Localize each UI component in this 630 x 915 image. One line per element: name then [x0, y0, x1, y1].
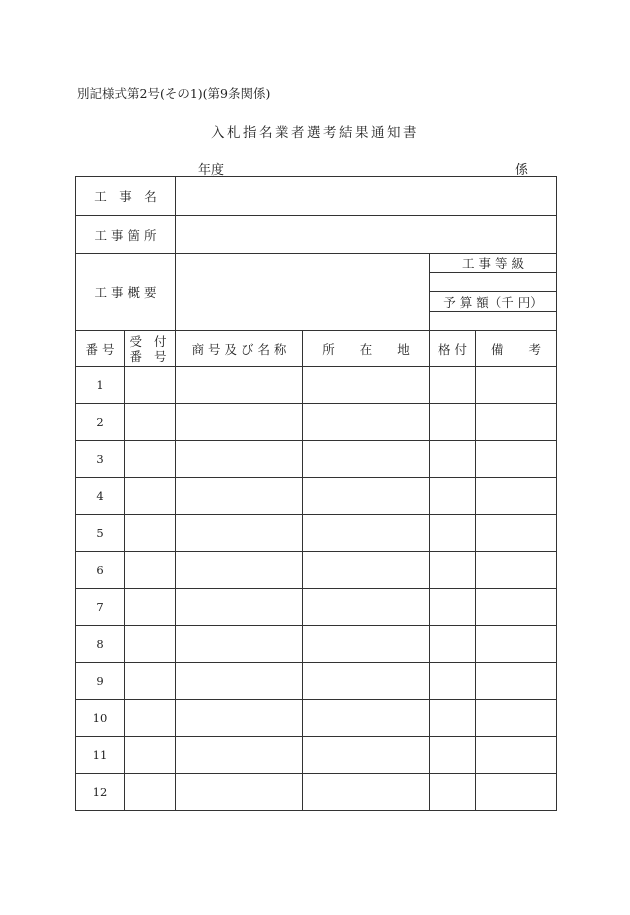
- receipt-number-cell[interactable]: [125, 589, 176, 626]
- row-number: 3: [76, 441, 125, 478]
- receipt-number-cell[interactable]: [125, 404, 176, 441]
- row-number: 9: [76, 663, 125, 700]
- row-number: 2: [76, 404, 125, 441]
- rating-cell[interactable]: [430, 478, 476, 515]
- table-row: [76, 441, 557, 478]
- table-row: [76, 700, 557, 737]
- project-name-label: 工 事 名: [76, 177, 176, 216]
- table-row: [76, 404, 557, 441]
- address-cell[interactable]: [303, 441, 430, 478]
- table-row: [76, 774, 557, 811]
- remarks-cell[interactable]: [476, 478, 557, 515]
- remarks-cell[interactable]: [476, 589, 557, 626]
- row-number: 1: [76, 367, 125, 404]
- remarks-cell[interactable]: [476, 515, 557, 552]
- selection-result-table: [75, 176, 557, 811]
- remarks-cell[interactable]: [476, 441, 557, 478]
- construction-grade-field[interactable]: [430, 273, 557, 292]
- receipt-number-cell[interactable]: [125, 515, 176, 552]
- table-row: [76, 626, 557, 663]
- address-cell[interactable]: [303, 774, 430, 811]
- remarks-cell[interactable]: [476, 663, 557, 700]
- receipt-number-cell[interactable]: [125, 737, 176, 774]
- budget-label: 予 算 額（千 円）: [430, 292, 557, 312]
- receipt-number-cell[interactable]: [125, 441, 176, 478]
- remarks-cell[interactable]: [476, 737, 557, 774]
- remarks-header: 備 考: [476, 331, 557, 367]
- project-overview-field[interactable]: [176, 254, 430, 331]
- receipt-number-cell[interactable]: [125, 552, 176, 589]
- row-number: 5: [76, 515, 125, 552]
- fiscal-year-label: 年度: [198, 163, 225, 178]
- receipt-number-cell[interactable]: [125, 367, 176, 404]
- receipt-number-header: 受 付 番 号: [125, 331, 176, 367]
- remarks-cell[interactable]: [476, 552, 557, 589]
- receipt-number-cell[interactable]: [125, 626, 176, 663]
- section-label: 係: [515, 163, 529, 178]
- address-cell[interactable]: [303, 552, 430, 589]
- company-name-cell[interactable]: [176, 552, 303, 589]
- table-row: [76, 663, 557, 700]
- rating-cell[interactable]: [430, 515, 476, 552]
- form-reference: 別記様式第2号(その1)(第9条関係): [77, 86, 271, 101]
- company-name-cell[interactable]: [176, 441, 303, 478]
- address-cell[interactable]: [303, 700, 430, 737]
- budget-field[interactable]: [430, 312, 557, 331]
- company-name-cell[interactable]: [176, 700, 303, 737]
- company-name-cell[interactable]: [176, 589, 303, 626]
- row-number: 11: [76, 737, 125, 774]
- project-name-field[interactable]: [176, 177, 557, 216]
- company-name-header: 商 号 及 び 名 称: [176, 331, 303, 367]
- table-row: [76, 367, 557, 404]
- receipt-number-cell[interactable]: [125, 774, 176, 811]
- company-name-cell[interactable]: [176, 404, 303, 441]
- table-row: [76, 737, 557, 774]
- document-title: 入札指名業者選考結果通知書: [211, 125, 419, 141]
- table-row: [76, 478, 557, 515]
- address-cell[interactable]: [303, 663, 430, 700]
- row-number: 8: [76, 626, 125, 663]
- rating-header: 格 付: [430, 331, 476, 367]
- company-name-cell[interactable]: [176, 367, 303, 404]
- address-cell[interactable]: [303, 626, 430, 663]
- company-name-cell[interactable]: [176, 626, 303, 663]
- receipt-number-cell[interactable]: [125, 478, 176, 515]
- address-cell[interactable]: [303, 367, 430, 404]
- row-number: 10: [76, 700, 125, 737]
- receipt-number-cell[interactable]: [125, 663, 176, 700]
- address-cell[interactable]: [303, 404, 430, 441]
- remarks-cell[interactable]: [476, 626, 557, 663]
- rating-cell[interactable]: [430, 589, 476, 626]
- rating-cell[interactable]: [430, 441, 476, 478]
- rating-cell[interactable]: [430, 367, 476, 404]
- company-name-cell[interactable]: [176, 737, 303, 774]
- row-number: 6: [76, 552, 125, 589]
- rating-cell[interactable]: [430, 663, 476, 700]
- remarks-cell[interactable]: [476, 367, 557, 404]
- project-overview-label: 工 事 概 要: [76, 254, 176, 331]
- address-cell[interactable]: [303, 589, 430, 626]
- rating-cell[interactable]: [430, 737, 476, 774]
- rating-cell[interactable]: [430, 404, 476, 441]
- number-header: 番 号: [76, 331, 125, 367]
- row-number: 12: [76, 774, 125, 811]
- address-header: 所 在 地: [303, 331, 430, 367]
- company-name-cell[interactable]: [176, 515, 303, 552]
- construction-grade-label: 工 事 等 級: [430, 254, 557, 273]
- row-number: 4: [76, 478, 125, 515]
- company-name-cell[interactable]: [176, 663, 303, 700]
- table-row: [76, 552, 557, 589]
- receipt-number-cell[interactable]: [125, 700, 176, 737]
- project-location-label: 工 事 箇 所: [76, 216, 176, 254]
- company-name-cell[interactable]: [176, 478, 303, 515]
- rating-cell[interactable]: [430, 700, 476, 737]
- project-location-field[interactable]: [176, 216, 557, 254]
- company-name-cell[interactable]: [176, 774, 303, 811]
- address-cell[interactable]: [303, 515, 430, 552]
- rating-cell[interactable]: [430, 552, 476, 589]
- remarks-cell[interactable]: [476, 774, 557, 811]
- rating-cell[interactable]: [430, 626, 476, 663]
- row-number: 7: [76, 589, 125, 626]
- table-row: [76, 589, 557, 626]
- remarks-cell[interactable]: [476, 404, 557, 441]
- address-cell[interactable]: [303, 478, 430, 515]
- table-row: [76, 515, 557, 552]
- address-cell[interactable]: [303, 737, 430, 774]
- rating-cell[interactable]: [430, 774, 476, 811]
- remarks-cell[interactable]: [476, 700, 557, 737]
